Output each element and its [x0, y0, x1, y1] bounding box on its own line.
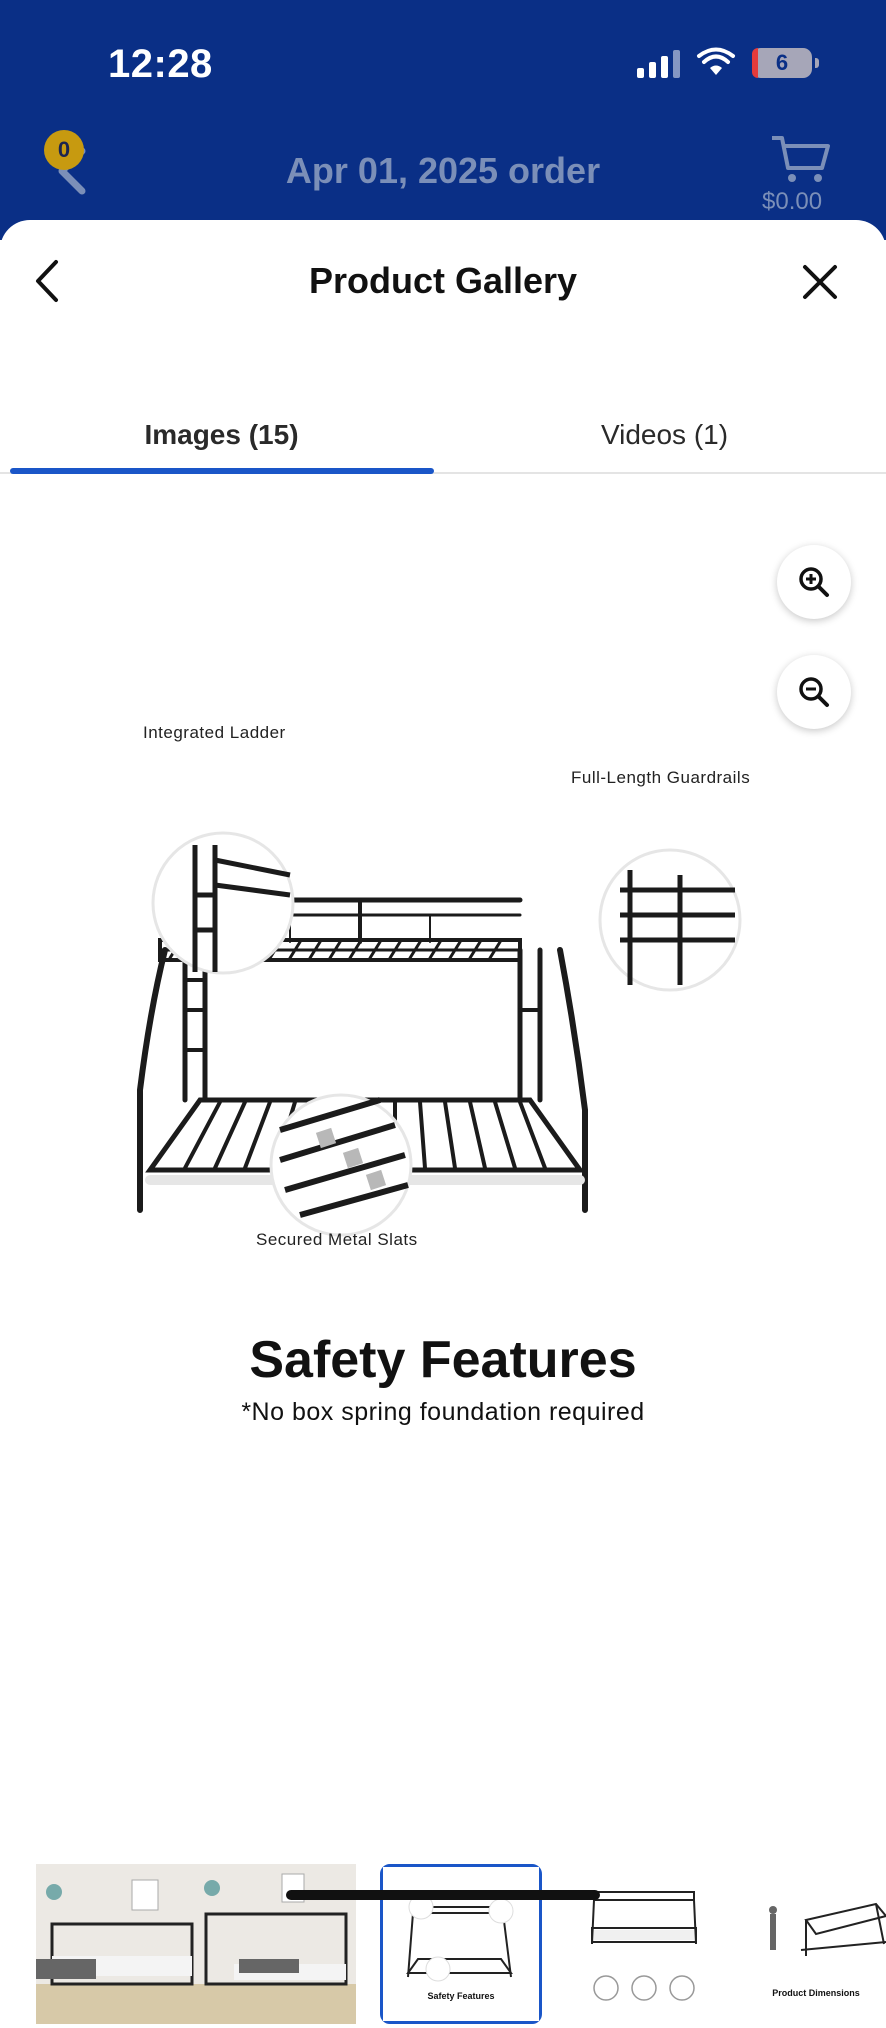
cellular-signal-icon: [637, 48, 680, 78]
order-title: Apr 01, 2025 order: [285, 150, 601, 191]
sheet-header: [0, 220, 886, 340]
tab-images[interactable]: Images (15): [144, 419, 299, 450]
product-image-bunk-bed: [140, 710, 780, 1230]
battery-level: 6: [775, 50, 789, 75]
thumbnail-2[interactable]: [194, 1864, 356, 2024]
thumbnail-5[interactable]: [746, 1864, 886, 2024]
product-gallery-sheet: [0, 220, 886, 2001]
sheet-title: Product Gallery: [308, 260, 578, 301]
thumbnail-3[interactable]: [380, 1864, 542, 2024]
thumbnail-strip[interactable]: [0, 1862, 886, 2028]
app-header: [0, 130, 886, 215]
tab-selected-indicator: [10, 468, 434, 474]
callout-ladder: Integrated Ladder: [143, 723, 286, 742]
thumbnail-label: Product Dimensions: [772, 1988, 860, 1998]
wifi-icon: [698, 49, 734, 77]
status-time: 12:28: [108, 42, 213, 86]
bedroom-photo-thumbnail: [194, 1864, 356, 2024]
bed-features-thumbnail: [564, 1864, 726, 2024]
status-icons: [637, 48, 812, 78]
tab-videos[interactable]: Videos (1): [600, 419, 729, 450]
cart-total: $0.00: [762, 188, 823, 215]
thumbnail-4[interactable]: [564, 1864, 726, 2024]
product-dimensions-thumbnail: [746, 1864, 886, 2024]
zoom-in-button[interactable]: [777, 545, 851, 619]
home-indicator[interactable]: [286, 1890, 600, 1900]
zoom-in-icon: [798, 566, 830, 598]
image-heading: Safety Features: [249, 1331, 637, 1389]
callout-guardrails: Full-Length Guardrails: [571, 768, 751, 787]
close-icon[interactable]: [802, 264, 838, 300]
bedroom-photo-thumbnail: [36, 1864, 198, 2024]
thumbnail-label: Safety Features: [427, 1991, 495, 2001]
zoom-out-icon: [798, 676, 830, 708]
image-subheading: *No box spring foundation required: [241, 1398, 645, 1426]
cart-count-badge: 0: [44, 130, 84, 170]
thumbnail-1[interactable]: [36, 1864, 198, 2024]
gallery-tabs: [0, 390, 886, 474]
callout-slats: Secured Metal Slats: [256, 1230, 418, 1249]
battery-icon: [752, 48, 812, 78]
zoom-out-button[interactable]: [777, 655, 851, 729]
